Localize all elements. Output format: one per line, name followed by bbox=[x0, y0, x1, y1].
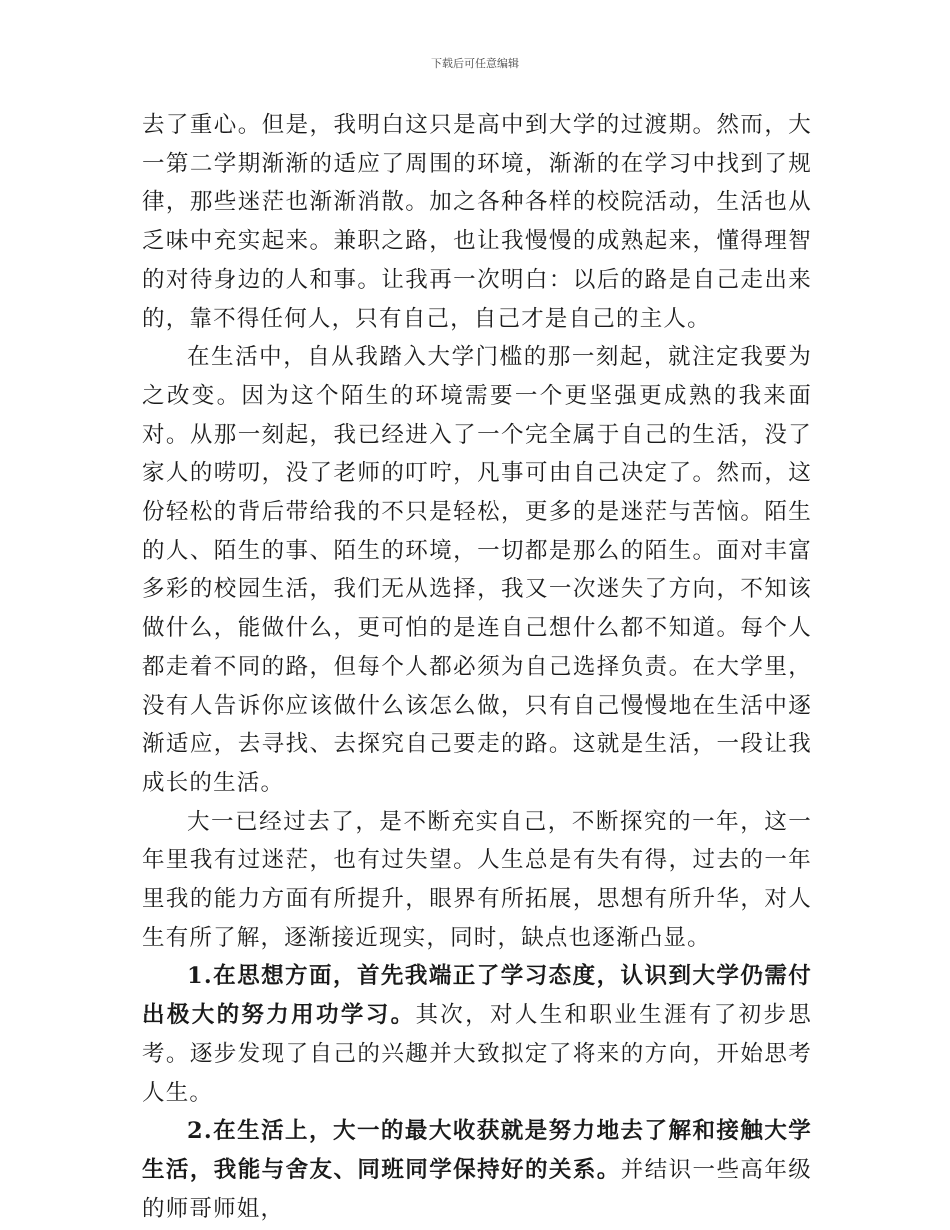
paragraph-living-body: 并结识一些高年级的师哥师姐， bbox=[142, 1156, 812, 1222]
paragraph-thought-heading: 1.在思想方面，首先我端正了学习态度，认识到大学仍需付出极大的努力用功学习。 bbox=[142, 963, 812, 1029]
paragraph-life: 在生活中，自从我踏入大学门槛的那一刻起，就注定我要为之改变。因为这个陌生的环境需要一个更坚强更成熟的我来面对。从那一刻起，我已经进入了一个完全属于自己的生活，没了家人的唠叨，没了老师的叮咛，凡事可由自己决定了。然而，这份轻松的背后带给我的不只是轻松，更多的是迷茫与苦恼。陌生的人、陌生的事、陌生的环境，一切都是那么的陌生。面对丰富多彩的校园生活，我们无从选择，我又一次迷失了方向，不知该做什么，能做什么，更可怕的是连自己想什么都不知道。每个人都走着不同的路，但每个人都必须为自己选择负责。在大学里，没有人告诉你应该做什么该怎么做，只有自己慢慢地在生活中逐渐适应，去寻找、去探究自己要走的路。这就是生活，一段让我成长的生活。 bbox=[142, 344, 812, 796]
paragraph-living bbox=[142, 1112, 812, 1228]
paragraph-thought bbox=[142, 957, 812, 1112]
paragraph-first-year-summary: 大一已经过去了，是不断充实自己，不断探究的一年，这一年里我有过迷茫，也有过失望。人生总是有失有得，过去的一年里我的能力方面有所提升，眼界有所拓展，思想有所升华，对人生有所了解，逐渐接近现实，同时，缺点也逐渐凸显。 bbox=[142, 808, 812, 951]
paragraph-living-heading: 2.在生活上，大一的最大收获就是努力地去了解和接触大学生活，我能与舍友、同班同学保持好的关系。 bbox=[142, 1118, 812, 1183]
paragraph-thought-body: 其次，对人生和职业生涯有了初步思考。逐步发现了自己的兴趣并大致拟定了将来的方向，开始思考人生。 bbox=[142, 1002, 813, 1106]
paragraph-continuation: 去了重心。但是，我明白这只是高中到大学的过渡期。然而，大一第二学期渐渐的适应了周围的环境，渐渐的在学习中找到了规律，那些迷茫也渐渐消散。加之各种各样的校院活动，生活也从乏味中充实起来。兼职之路，也让我慢慢的成熟起来，懂得理智的对待身边的人和事。让我再一次明白：以后的路是自己走出来的，靠不得任何人，只有自己，自己才是自己的主人。 bbox=[142, 112, 812, 332]
page-header: 下载后可任意编辑 bbox=[431, 57, 519, 70]
document-body bbox=[142, 106, 812, 1228]
